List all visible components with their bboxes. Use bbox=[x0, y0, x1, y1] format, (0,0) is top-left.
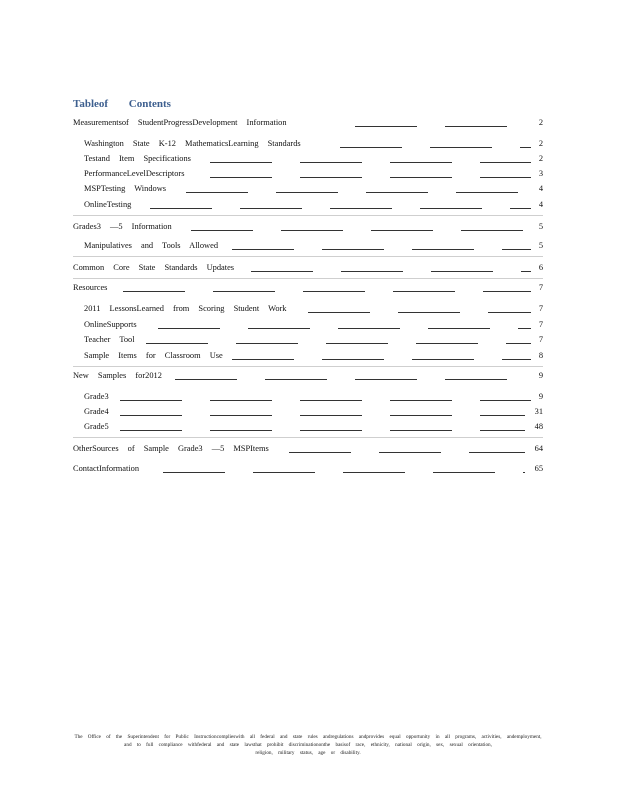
dot-leader bbox=[289, 452, 525, 453]
toc-entry-label: Common Core State Standards Updates bbox=[73, 263, 235, 272]
toc-entry-page: 7 bbox=[538, 320, 543, 329]
toc-entry-label: Teacher Tool bbox=[84, 335, 135, 344]
dot-leader bbox=[210, 177, 531, 178]
toc-entry-page: 7 bbox=[538, 283, 543, 292]
toc-entry[interactable] bbox=[84, 153, 543, 165]
section-divider bbox=[73, 437, 543, 438]
toc-entry-page: 5 bbox=[538, 241, 543, 250]
section-divider bbox=[73, 215, 543, 216]
toc-entry-label: Grade3 bbox=[84, 392, 109, 401]
toc-entry-label: Sample Items for Classroom Use bbox=[84, 351, 223, 360]
toc-entry-page: 64 bbox=[534, 444, 543, 453]
section-divider bbox=[73, 366, 543, 367]
toc-entry[interactable] bbox=[84, 350, 543, 362]
toc-entry-label: Grade5 bbox=[84, 422, 109, 431]
dot-leader bbox=[123, 291, 531, 292]
dot-leader bbox=[232, 359, 531, 360]
nondiscrimination-notice bbox=[74, 733, 542, 757]
toc-entry[interactable] bbox=[73, 282, 543, 294]
toc-entry-label: Manipulatives and Tools Allowed bbox=[84, 241, 219, 250]
toc-entry-label: MSPTesting Windows bbox=[84, 184, 167, 193]
dot-leader bbox=[251, 271, 531, 272]
toc-entry-page: 2 bbox=[538, 139, 543, 148]
toc-entry-page: 7 bbox=[538, 304, 543, 313]
dot-leader bbox=[232, 249, 531, 250]
toc-entry-label: Measurementsof StudentProgressDevelopment Information bbox=[73, 118, 287, 127]
toc-entry[interactable] bbox=[84, 183, 543, 195]
section-divider bbox=[73, 256, 543, 257]
toc-entry[interactable] bbox=[84, 168, 543, 180]
dot-leader bbox=[175, 379, 531, 380]
toc-entry-label: OnlineSupports bbox=[84, 320, 137, 329]
toc-entry[interactable] bbox=[73, 370, 543, 382]
toc-entry[interactable] bbox=[84, 406, 543, 418]
dot-leader bbox=[210, 162, 531, 163]
toc-entry-page: 48 bbox=[534, 422, 543, 431]
section-divider bbox=[73, 278, 543, 279]
toc-entry-page: 6 bbox=[538, 263, 543, 272]
toc-entry[interactable] bbox=[84, 421, 543, 433]
dot-leader bbox=[186, 192, 531, 193]
toc-entry-page: 9 bbox=[538, 392, 543, 401]
toc-entry[interactable] bbox=[84, 138, 543, 150]
dot-leader bbox=[150, 208, 531, 209]
toc-entry-label: Testand Item Specifications bbox=[84, 154, 191, 163]
dot-leader bbox=[340, 147, 531, 148]
toc-entry[interactable] bbox=[73, 262, 543, 274]
dot-leader bbox=[355, 126, 531, 127]
toc-entry-label: OnlineTesting bbox=[84, 200, 132, 209]
dot-leader bbox=[120, 430, 525, 431]
dot-leader bbox=[146, 343, 531, 344]
toc-entry-label: 2011 LessonsLearned from Scoring Student Work bbox=[84, 304, 287, 313]
toc-entry[interactable] bbox=[73, 443, 543, 455]
toc-entry-page: 4 bbox=[538, 200, 543, 209]
toc-entry[interactable] bbox=[84, 303, 543, 315]
toc-entry[interactable] bbox=[84, 240, 543, 252]
toc-entry-page: 4 bbox=[538, 184, 543, 193]
toc-entry[interactable] bbox=[84, 334, 543, 346]
toc-entry-label: ContactInformation bbox=[73, 464, 140, 473]
footer-line: religion, military status, age or disability. bbox=[255, 750, 361, 756]
toc-entry[interactable] bbox=[84, 319, 543, 331]
toc-entry[interactable] bbox=[73, 117, 543, 129]
toc-entry-page: 9 bbox=[538, 371, 543, 380]
dot-leader bbox=[158, 328, 531, 329]
toc-entry-label: Washington State K-12 MathematicsLearning Standards bbox=[84, 139, 301, 148]
footer-line: The Office of the Superintendent for Public Instructioncomplieswith all federal and state rules andregulations andprovides equal opportunity in all programs, activities, andemployment, and to full compliance withfederal and state lawsthat prohibit discriminationonthe basisof race, ethnicity, national origin, sex, sexual orientation, bbox=[74, 734, 542, 748]
dot-leader bbox=[163, 472, 525, 473]
toc-entry[interactable] bbox=[84, 199, 543, 211]
toc-entry-page: 2 bbox=[538, 154, 543, 163]
dot-leader bbox=[120, 400, 531, 401]
toc-entry-page: 8 bbox=[538, 351, 543, 360]
toc-entry[interactable] bbox=[73, 463, 543, 475]
dot-leader bbox=[120, 415, 525, 416]
toc-entry-label: PerformanceLevelDescriptors bbox=[84, 169, 185, 178]
toc-entry-label: Grade4 bbox=[84, 407, 109, 416]
toc-entry[interactable] bbox=[73, 221, 543, 233]
toc-entry-label: Resources bbox=[73, 283, 108, 292]
toc-entry-page: 7 bbox=[538, 335, 543, 344]
dot-leader bbox=[308, 312, 531, 313]
toc-entry-label: OtherSources of Sample Grade3 —5 MSPItems bbox=[73, 444, 269, 453]
toc-entry-page: 65 bbox=[534, 464, 543, 473]
toc-entry-label: New Samples for2012 bbox=[73, 371, 162, 380]
toc-entry-label: Grades3 —5 Information bbox=[73, 222, 172, 231]
toc-entry-page: 31 bbox=[534, 407, 543, 416]
toc-entry-page: 5 bbox=[538, 222, 543, 231]
toc-title: Tableof Contents bbox=[73, 98, 171, 110]
toc-entry-page: 2 bbox=[538, 118, 543, 127]
toc-entry[interactable] bbox=[84, 391, 543, 403]
dot-leader bbox=[191, 230, 531, 231]
toc-entry-page: 3 bbox=[538, 169, 543, 178]
